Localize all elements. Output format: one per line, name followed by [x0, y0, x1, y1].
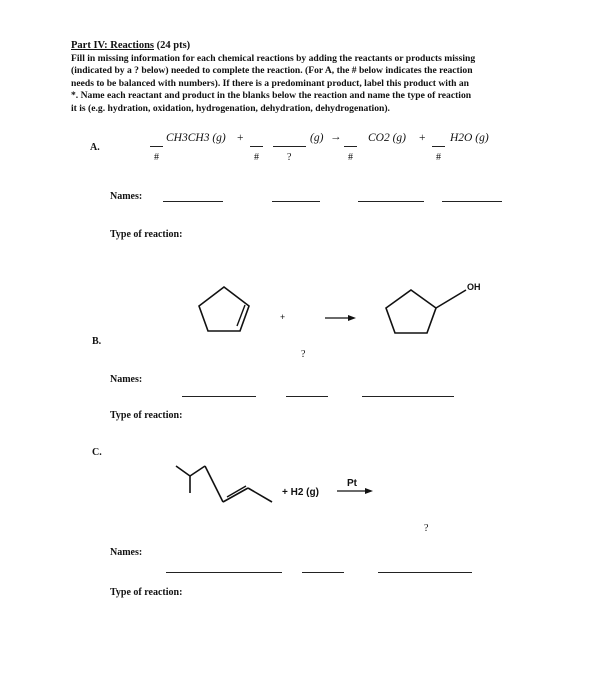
reaction-arrow: →: [330, 131, 342, 143]
plus-sign: +: [419, 132, 426, 144]
hash-mark: #: [254, 152, 259, 163]
hash-mark: #: [436, 152, 441, 163]
reactant-ethane: CH3CH3 (g): [166, 132, 226, 144]
part-b-label: B.: [92, 336, 102, 347]
title-part: Part IV: Reactions: [71, 40, 155, 51]
hydrogen-reagent: + H2 (g): [282, 487, 319, 498]
product-water: H2O (g): [450, 132, 489, 144]
plus-sign: +: [237, 132, 244, 144]
type-of-reaction-label: Type of reaction:: [110, 410, 183, 421]
question-mark: ?: [287, 152, 292, 163]
names-label: Names:: [110, 374, 143, 385]
part-c-label: C.: [92, 447, 102, 458]
type-of-reaction-label: Type of reaction:: [110, 587, 183, 598]
catalyst-label: Pt: [347, 478, 357, 489]
instruction-line: needs to be balanced with numbers). If there is a predominant product, label this product with an: [71, 77, 470, 89]
question-mark: ?: [424, 523, 429, 534]
instruction-line: it is (e.g. hydration, oxidation, hydrogenation, dehydration, dehydrogenation).: [71, 102, 390, 114]
instruction-line: Fill in missing information for each chemical reactions by adding the reactants or products missing: [71, 53, 476, 64]
names-label: Names:: [110, 547, 143, 558]
name-blank[interactable]: [378, 572, 472, 573]
instruction-line: *. Name each reactant and product in the blanks below the reaction and name the type of reaction: [71, 90, 472, 102]
hash-mark: #: [348, 152, 353, 163]
name-blank[interactable]: [166, 572, 282, 573]
hash-mark: #: [154, 152, 159, 163]
part-a-label: A.: [90, 142, 100, 153]
hydroxyl-group: OH: [467, 282, 481, 292]
name-blank[interactable]: [302, 572, 344, 573]
question-mark: ?: [301, 349, 306, 360]
type-of-reaction-label: Type of reaction:: [110, 229, 183, 240]
plus-sign: +: [280, 312, 286, 322]
missing-reactant-state: (g): [310, 132, 324, 144]
product-co2: CO2 (g): [368, 132, 407, 144]
names-label: Names:: [110, 191, 143, 202]
title-points: (24 pts): [156, 40, 191, 51]
instruction-line: (indicated by a ? below) needed to complete the reaction. (For A, the # below indicates the reaction: [71, 65, 473, 77]
